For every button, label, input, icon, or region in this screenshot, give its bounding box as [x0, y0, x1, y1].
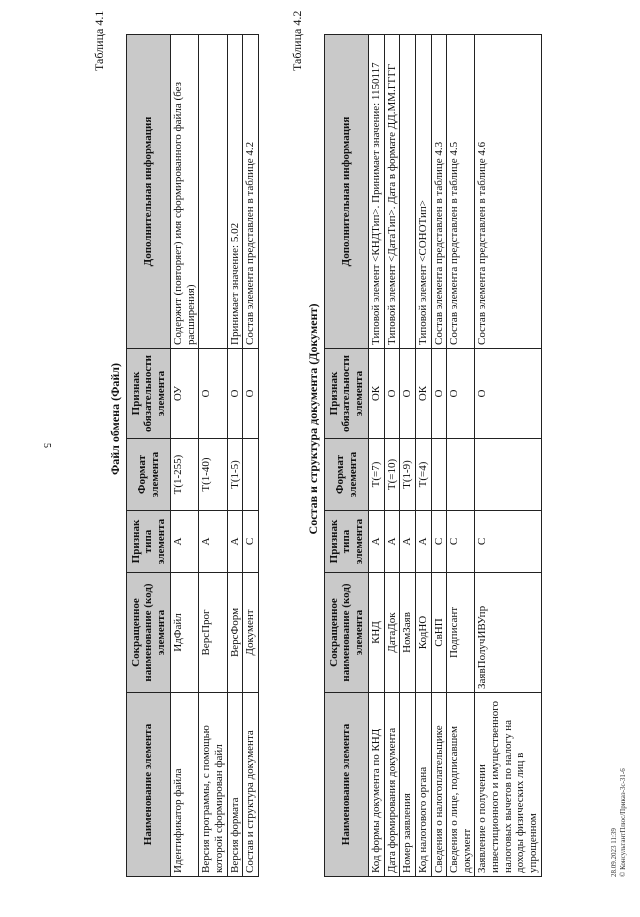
cell-name: Код налогового органа: [415, 693, 431, 877]
page-number: 5: [41, 443, 52, 448]
header-cell: Дополнительная информация: [325, 35, 369, 349]
cell-format: [475, 439, 541, 511]
cell-name: Идентификатор файла: [171, 693, 199, 877]
cell-code: Подписант: [447, 573, 475, 693]
cell-name: Дата формирования документа: [384, 693, 400, 877]
cell-code: ВерсПрог: [199, 573, 227, 693]
cell-type: С: [431, 511, 447, 573]
table-4-1-label: Таблица 4.1: [92, 10, 106, 71]
cell-required: ОК: [415, 349, 431, 439]
table-row: [431, 35, 447, 877]
table-row: [369, 35, 385, 877]
cell-type: А: [227, 511, 243, 573]
header-cell: Дополнительная информация: [127, 35, 171, 349]
cell-info: [199, 35, 227, 349]
table-4-1: [126, 34, 259, 877]
cell-name: Состав и структура документа: [243, 693, 259, 877]
cell-code: Документ: [243, 573, 259, 693]
cell-required: О: [199, 349, 227, 439]
cell-required: О: [243, 349, 259, 439]
cell-name: Код формы документа по КНД: [369, 693, 385, 877]
table-row: [384, 35, 400, 877]
cell-type: С: [447, 511, 475, 573]
header-cell: Формат элемента: [325, 439, 369, 511]
table-row: [447, 35, 475, 877]
cell-info: Принимает значение: 5.02: [227, 35, 243, 349]
cell-format: Т(=10): [384, 439, 400, 511]
table-header-row: [127, 35, 171, 877]
cell-type: С: [475, 511, 541, 573]
footer-source: © КонсультантПлюс/Приказ-3с-31-6: [619, 768, 628, 877]
cell-format: Т(1-40): [199, 439, 227, 511]
header-cell: Формат элемента: [127, 439, 171, 511]
cell-name: Заявление о получении инвестиционного и имущественного налоговых вычетов по налогу на доходы физических лиц в упрощенном: [475, 693, 541, 877]
cell-required: ОК: [369, 349, 385, 439]
cell-type: С: [243, 511, 259, 573]
header-cell: Наименование элемента: [325, 693, 369, 877]
table-row: [400, 35, 416, 877]
table-row: [199, 35, 227, 877]
header-cell: Сокращенное наименование (код) элемента: [127, 573, 171, 693]
cell-required: О: [384, 349, 400, 439]
cell-type: А: [369, 511, 385, 573]
footer: [610, 768, 628, 877]
cell-name: Сведения о лице, подписавшем документ: [447, 693, 475, 877]
header-cell: Наименование элемента: [127, 693, 171, 877]
cell-name: Версия формата: [227, 693, 243, 877]
table-4-2-title: Состав и структура документа (Документ): [306, 303, 320, 535]
table-header-row: [325, 35, 369, 877]
cell-name: Сведения о налогоплательщике: [431, 693, 447, 877]
cell-code: НомЗаяв: [400, 573, 416, 693]
table-row: [415, 35, 431, 877]
cell-info: Состав элемента представлен в таблице 4.6: [475, 35, 541, 349]
cell-type: А: [415, 511, 431, 573]
header-cell: Признак типа элемента: [325, 511, 369, 573]
cell-code: ДатаДок: [384, 573, 400, 693]
cell-format: Т(1-5): [227, 439, 243, 511]
cell-info: Состав элемента представлен в таблице 4.2: [243, 35, 259, 349]
cell-format: [447, 439, 475, 511]
cell-required: ОУ: [171, 349, 199, 439]
table-4-2-label: Таблица 4.2: [290, 10, 304, 71]
cell-name: Номер заявления: [400, 693, 416, 877]
cell-type: А: [171, 511, 199, 573]
cell-required: О: [475, 349, 541, 439]
cell-info: [400, 35, 416, 349]
header-cell: Сокращенное наименование (код) элемента: [325, 573, 369, 693]
header-cell: Признак обязательности элемента: [127, 349, 171, 439]
cell-required: О: [447, 349, 475, 439]
cell-type: А: [384, 511, 400, 573]
cell-info: Состав элемента представлен в таблице 4.5: [447, 35, 475, 349]
cell-format: Т(=7): [369, 439, 385, 511]
cell-format: Т(1-9): [400, 439, 416, 511]
cell-name: Версия программы, с помощью которой сформирован файл: [199, 693, 227, 877]
cell-code: КодНО: [415, 573, 431, 693]
cell-code: КНД: [369, 573, 385, 693]
cell-code: ЗаявПолучИВУпр: [475, 573, 541, 693]
cell-info: Содержит (повторяет) имя сформированного файла (без расширения): [171, 35, 199, 349]
cell-required: О: [431, 349, 447, 439]
table-4-1-title: Файл обмена (Файл): [108, 362, 122, 476]
cell-code: ИдФайл: [171, 573, 199, 693]
footer-timestamp: 28.09.2023 11:39: [610, 828, 618, 877]
cell-info: Типовой элемент <СОНОТип>: [415, 35, 431, 349]
cell-format: [243, 439, 259, 511]
cell-info: Состав элемента представлен в таблице 4.3: [431, 35, 447, 349]
header-cell: Признак обязательности элемента: [325, 349, 369, 439]
cell-info: Типовой элемент <ДатаТип>. Дата в формате ДД.ММ.ГГГГ: [384, 35, 400, 349]
cell-format: Т(=4): [415, 439, 431, 511]
cell-type: А: [400, 511, 416, 573]
header-cell: Признак типа элемента: [127, 511, 171, 573]
table-row: [171, 35, 199, 877]
table-4-2: [324, 34, 542, 877]
cell-required: О: [227, 349, 243, 439]
cell-format: Т(1-255): [171, 439, 199, 511]
cell-info: Типовой элемент <КНДТип>. Принимает значение: 1150117: [369, 35, 385, 349]
table-row: [227, 35, 243, 877]
table-row: [475, 35, 541, 877]
cell-format: [431, 439, 447, 511]
cell-code: СвНП: [431, 573, 447, 693]
cell-type: А: [199, 511, 227, 573]
cell-required: О: [400, 349, 416, 439]
cell-code: ВерсФорм: [227, 573, 243, 693]
table-row: [243, 35, 259, 877]
